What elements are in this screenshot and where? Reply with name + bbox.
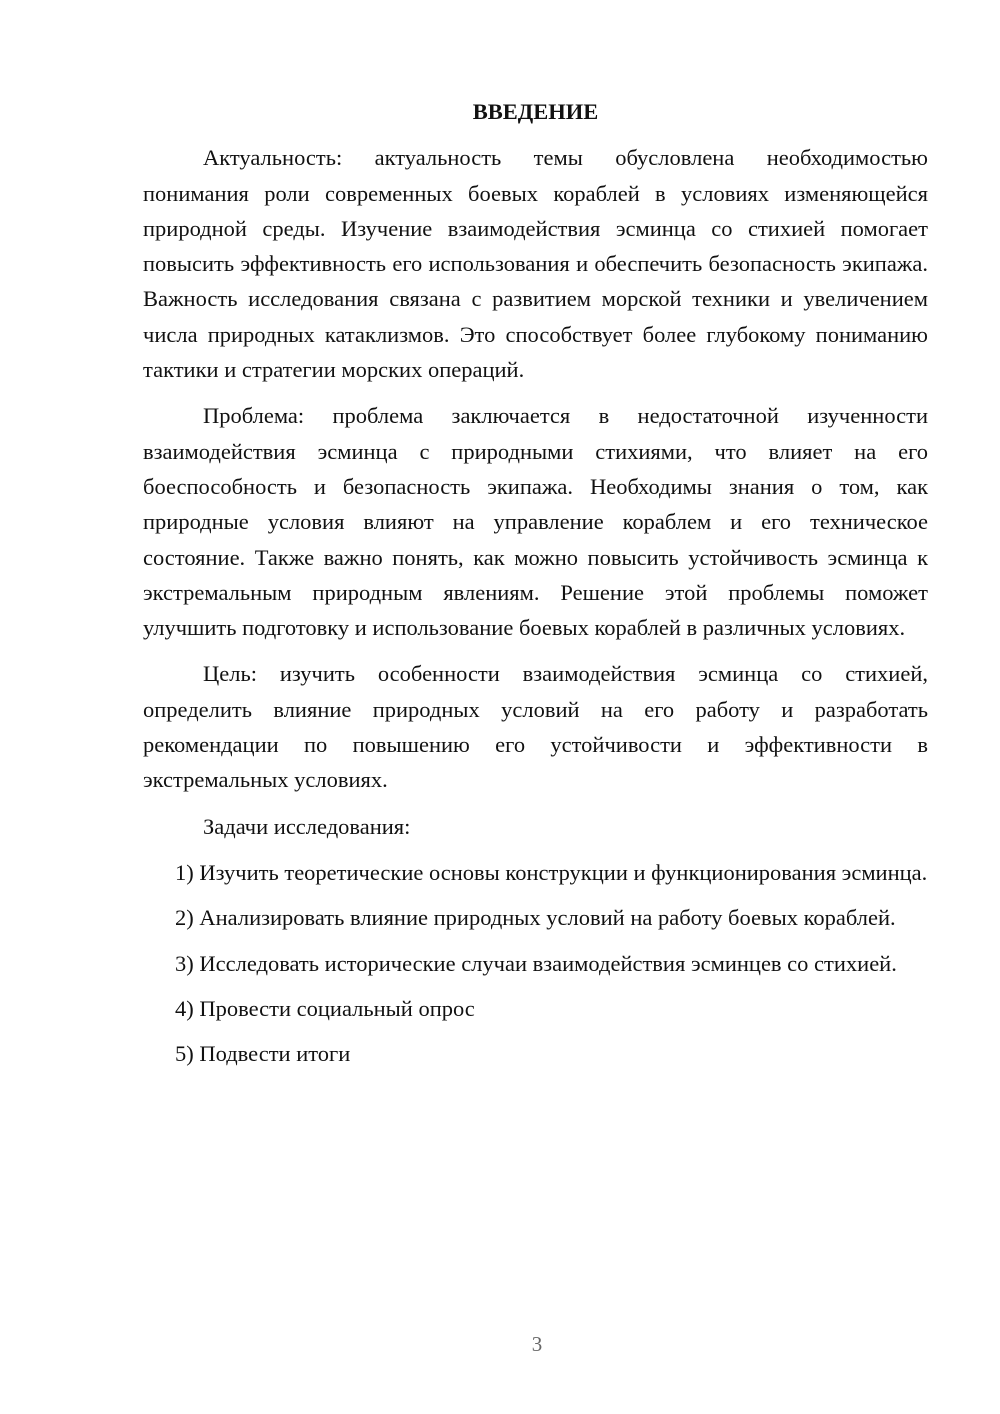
paragraph-problem: Проблема: проблема заключается в недостаточной изученности взаимодействия эсминца с природными стихиями, что влияет на его боеспособность и безопасность экипажа. Необходимы знания о том, как природные условия влияют на управление кораблем и его техническое состояние. Также важно понять, как можно повысить устойчивость эсминца к экстремальным природным явлениям. Решение этой проблемы поможет улучшить подготовку и использование боевых кораблей в различных условиях. <box>143 403 928 641</box>
tasks-list <box>143 855 928 1071</box>
page-number: 3 <box>531 1332 543 1356</box>
task-item: 1) Изучить теоретические основы конструкции и функционирования эсминца. <box>175 859 928 885</box>
page-content <box>143 94 928 1081</box>
task-item: 5) Подвести итоги <box>175 1041 351 1067</box>
paragraph-relevance: Актуальность: актуальность темы обусловлена необходимостью понимания роли современных боевых кораблей в условиях изменяющейся природной среды. Изучение взаимодействия эсминца со стихией помогает повысить эффективность его использования и обеспечить безопасность экипажа. Важность исследования связана с развитием морской техники и увеличением числа природных катаклизмов. Это способствует более глубокому пониманию тактики и стратегии морских операций. <box>143 145 928 383</box>
tasks-heading: Задачи исследования: <box>203 813 411 839</box>
task-item: 3) Исследовать исторические случаи взаимодействия эсминцев со стихией. <box>175 950 897 976</box>
page-title: ВВЕДЕНИЕ <box>472 99 599 124</box>
task-item: 2) Анализировать влияние природных условий на работу боевых кораблей. <box>175 905 896 931</box>
task-item: 4) Провести социальный опрос <box>175 995 475 1021</box>
paragraph-goal: Цель: изучить особенности взаимодействия эсминца со стихией, определить влияние природных условий на его работу и разработать рекомендации по повышению его устойчивости и эффективности в экстремальных условиях. <box>143 661 928 793</box>
